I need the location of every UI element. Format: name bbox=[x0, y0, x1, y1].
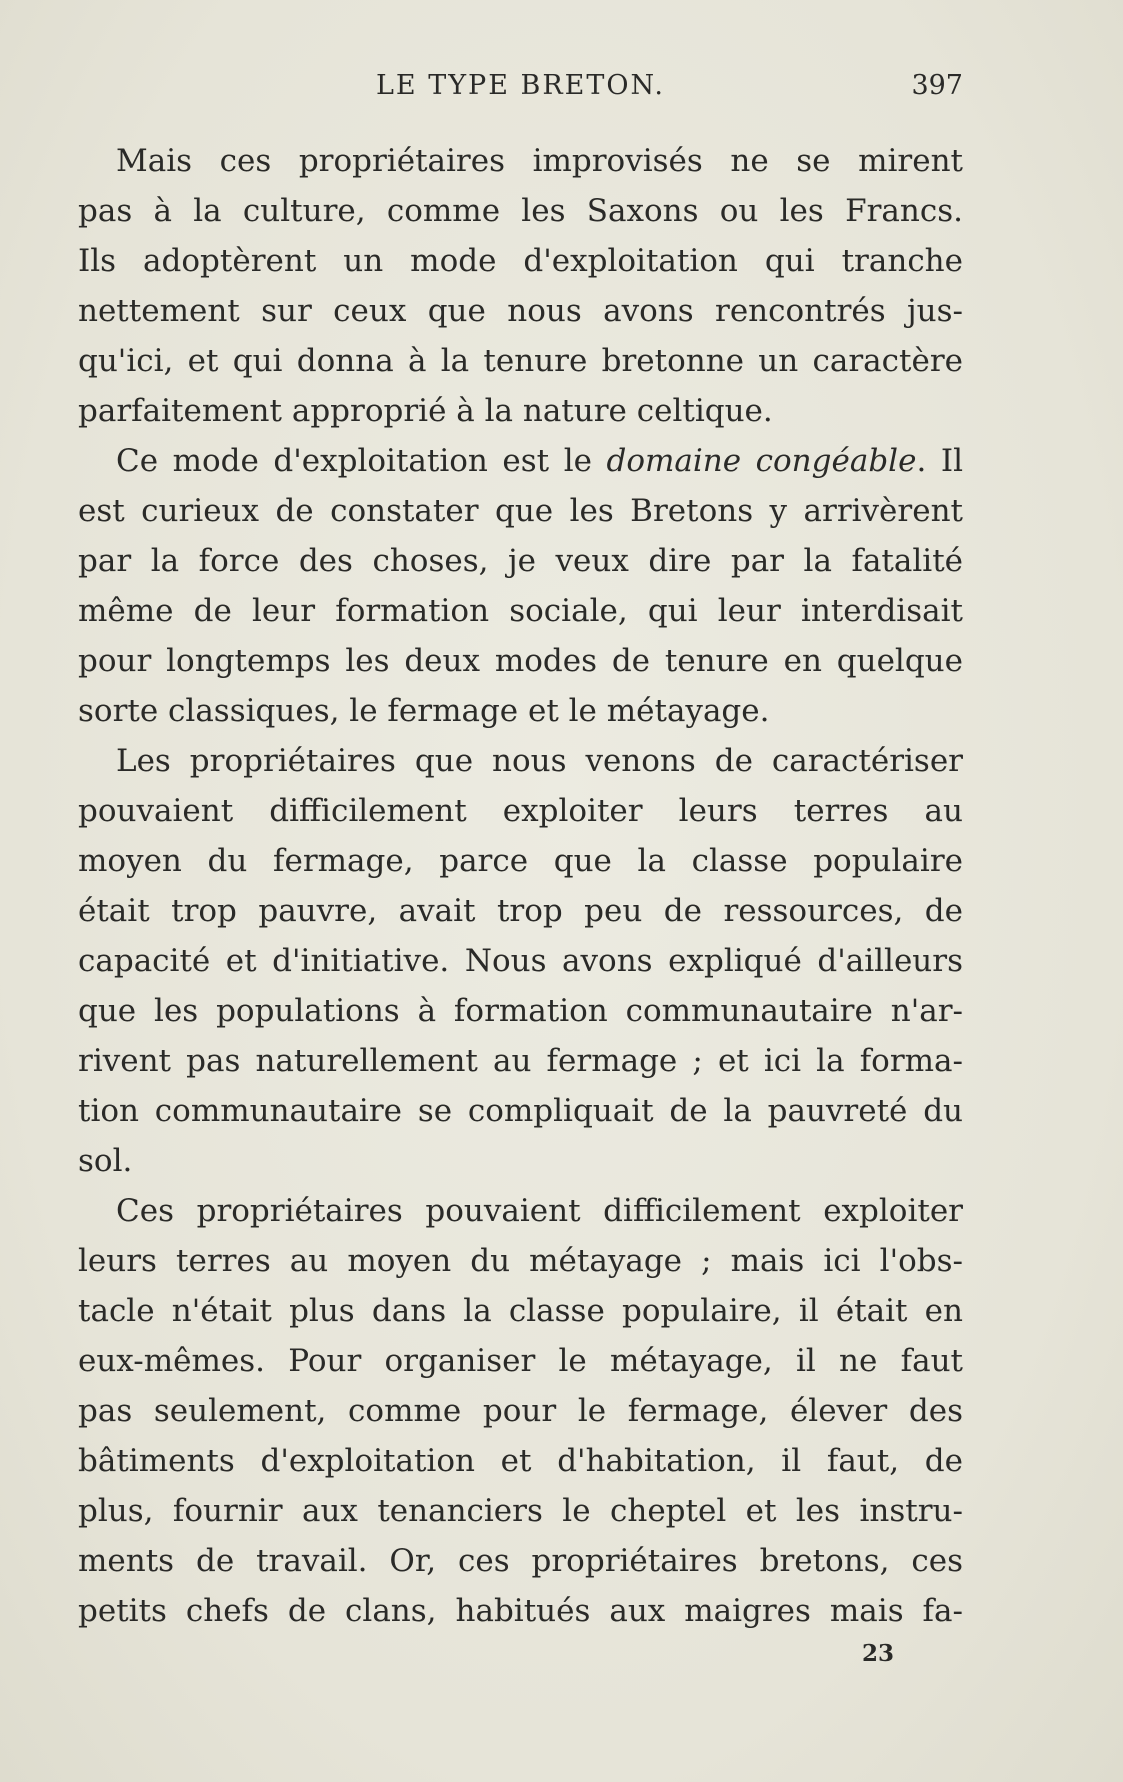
text-line: pour longtemps les deux modes de tenure en quelque bbox=[78, 643, 963, 679]
text-line: plus, fournir aux tenanciers le cheptel et les instru- bbox=[78, 1493, 963, 1529]
text-line: pas seulement, comme pour le fermage, élever des bbox=[78, 1393, 963, 1429]
text-line: Les propriétaires que nous venons de caractériser bbox=[116, 743, 963, 779]
text-line: Ces propriétaires pouvaient difficilement exploiter bbox=[116, 1193, 963, 1229]
text-line bbox=[78, 436, 963, 486]
text-run: Ce mode d'exploitation est le bbox=[116, 443, 607, 479]
text-line: tion communautaire se compliquait de la pauvreté du bbox=[78, 1093, 963, 1129]
signature-mark: 23 bbox=[862, 1640, 895, 1667]
text-line: tacle n'était plus dans la classe populaire, il était en bbox=[78, 1293, 963, 1329]
text-line: pouvaient difficilement exploiter leurs terres au bbox=[78, 793, 963, 829]
text-line: leurs terres au moyen du métayage ; mais ici l'obs- bbox=[78, 1243, 963, 1279]
running-title: LE TYPE BRETON. bbox=[376, 70, 666, 101]
text-line: qu'ici, et qui donna à la tenure bretonne un caractère bbox=[78, 343, 963, 379]
text-line: Ils adoptèrent un mode d'exploitation qui tranche bbox=[78, 243, 963, 279]
text-line: parfaitement approprié à la nature celtique. bbox=[78, 393, 773, 429]
text-line: par la force des choses, je veux dire par la fatalité bbox=[78, 543, 963, 579]
text-line: eux-mêmes. Pour organiser le métayage, il ne faut bbox=[78, 1343, 963, 1379]
text-line: même de leur formation sociale, qui leur interdisait bbox=[78, 593, 963, 629]
text-line: sol. bbox=[78, 1143, 133, 1179]
italic-term: domaine congéable bbox=[606, 443, 917, 479]
text-line: capacité et d'initiative. Nous avons expliqué d'ailleurs bbox=[78, 943, 963, 979]
text-line: rivent pas naturellement au fermage ; et ici la forma- bbox=[78, 1043, 963, 1079]
body-text bbox=[78, 136, 963, 1636]
text-line: ments de travail. Or, ces propriétaires bretons, ces bbox=[78, 1543, 963, 1579]
text-line: sorte classiques, le fermage et le métayage. bbox=[78, 693, 770, 729]
page-header bbox=[78, 70, 963, 110]
text-line: que les populations à formation communautaire n'ar- bbox=[78, 993, 963, 1029]
text-line: Mais ces propriétaires improvisés ne se mirent bbox=[116, 143, 963, 179]
page-number: 397 bbox=[911, 70, 963, 101]
text-line: était trop pauvre, avait trop peu de ressources, de bbox=[78, 893, 963, 929]
text-line: nettement sur ceux que nous avons rencontrés jus- bbox=[78, 293, 963, 329]
text-line: pas à la culture, comme les Saxons ou les Francs. bbox=[78, 193, 963, 229]
text-line: moyen du fermage, parce que la classe populaire bbox=[78, 843, 963, 879]
text-line: petits chefs de clans, habitués aux maigres mais fa- bbox=[78, 1593, 963, 1629]
text-line: est curieux de constater que les Bretons y arrivèrent bbox=[78, 493, 963, 529]
text-line: bâtiments d'exploitation et d'habitation, il faut, de bbox=[78, 1443, 963, 1479]
text-run: . Il bbox=[916, 443, 963, 479]
